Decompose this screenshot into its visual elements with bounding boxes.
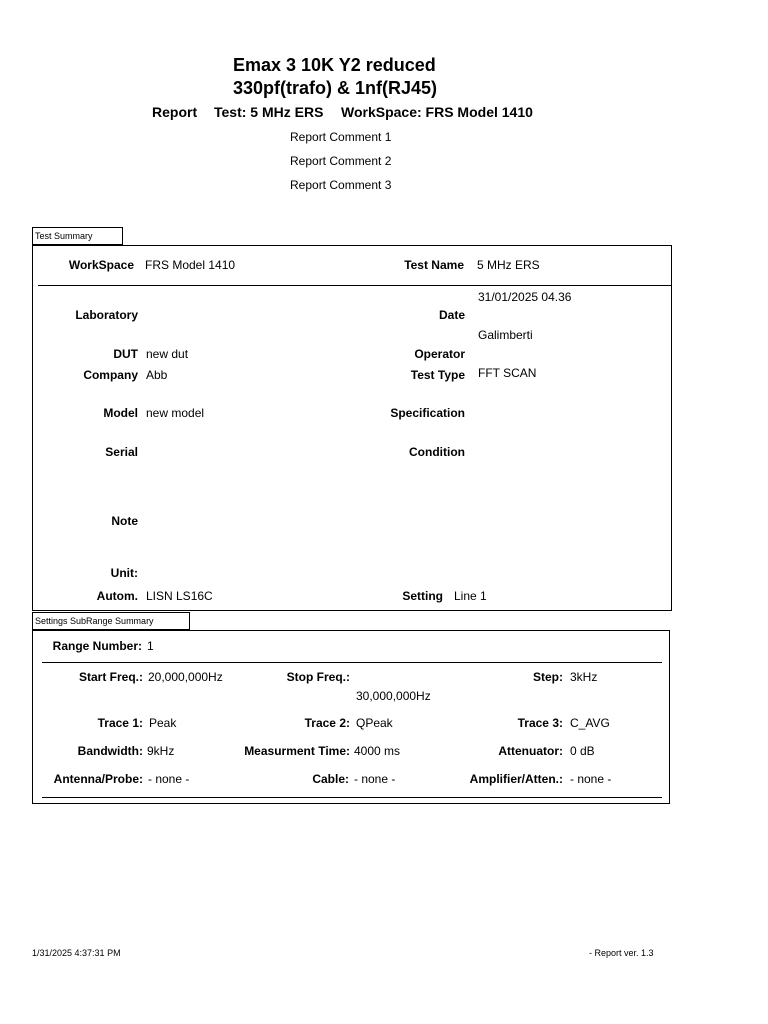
range-number-value: 1 <box>147 639 154 653</box>
antenna-value: - none - <box>148 772 190 786</box>
report-comment-2: Report Comment 2 <box>290 154 392 168</box>
operator-value: Galimberti <box>478 328 533 342</box>
date-value: 31/01/2025 04.36 <box>478 290 572 304</box>
stop-freq-value: 30,000,000Hz <box>356 689 431 703</box>
divider <box>42 662 662 663</box>
range-number-label: Range Number: <box>52 639 142 653</box>
meas-time-value: 4000 ms <box>354 744 401 758</box>
meas-time-label: Measurment Time: <box>244 744 350 758</box>
trace1-label: Trace 1: <box>97 716 143 730</box>
divider <box>38 285 672 286</box>
test-summary-tab: Test Summary <box>32 227 123 245</box>
test-summary-box <box>32 245 672 611</box>
start-freq-label: Start Freq.: <box>78 670 143 684</box>
date-label: Date <box>438 308 465 322</box>
trace2-label: Trace 2: <box>304 716 350 730</box>
setting-value: Line 1 <box>454 589 487 603</box>
unit-label: Unit: <box>110 566 138 580</box>
attenuator-value: 0 dB <box>570 744 595 758</box>
report-comment-3: Report Comment 3 <box>290 178 392 192</box>
dut-value: new dut <box>146 347 189 361</box>
company-label: Company <box>83 368 138 382</box>
specification-label: Specification <box>390 406 465 420</box>
amplifier-label: Amplifier/Atten.: <box>469 772 563 786</box>
test-name-label: Test Name <box>404 258 464 272</box>
trace1-value: Peak <box>149 716 177 730</box>
autom-label: Autom. <box>96 589 138 603</box>
report-comment-1: Report Comment 1 <box>290 130 392 144</box>
test-name-value: 5 MHz ERS <box>477 258 540 272</box>
report-label: Report <box>152 104 198 120</box>
test-type-value: FFT SCAN <box>478 366 537 380</box>
start-freq-value: 20,000,000Hz <box>148 670 223 684</box>
operator-label: Operator <box>414 347 465 361</box>
cable-label: Cable: <box>312 772 349 786</box>
test-label: Test: 5 MHz ERS <box>214 104 324 120</box>
condition-label: Condition <box>409 445 465 459</box>
step-label: Step: <box>533 670 563 684</box>
autom-value: LISN LS16C <box>146 589 213 603</box>
test-type-label: Test Type <box>410 368 465 382</box>
footer-timestamp: 1/31/2025 4:37:31 PM <box>32 948 121 958</box>
company-value: Abb <box>146 368 168 382</box>
laboratory-label: Laboratory <box>75 308 138 322</box>
footer-version: - Report ver. 1.3 <box>589 948 654 958</box>
workspace-field-value: FRS Model 1410 <box>145 258 236 272</box>
report-title-line1: Emax 3 10K Y2 reduced <box>233 55 436 75</box>
trace3-value: C_AVG <box>570 716 610 730</box>
model-value: new model <box>146 406 205 420</box>
report-title-line2: 330pf(trafo) & 1nf(RJ45) <box>233 78 438 98</box>
divider <box>42 797 662 798</box>
step-value: 3kHz <box>570 670 598 684</box>
subrange-summary-tab: Settings SubRange Summary <box>32 612 190 630</box>
bandwidth-value: 9kHz <box>147 744 175 758</box>
trace3-label: Trace 3: <box>517 716 563 730</box>
attenuator-label: Attenuator: <box>498 744 563 758</box>
dut-label: DUT <box>113 347 138 361</box>
amplifier-value: - none - <box>570 772 612 786</box>
stop-freq-label: Stop Freq.: <box>286 670 350 684</box>
serial-label: Serial <box>105 445 138 459</box>
note-label: Note <box>111 514 138 528</box>
workspace-label: WorkSpace: FRS Model 1410 <box>341 104 533 120</box>
setting-label: Setting <box>402 589 443 603</box>
model-label: Model <box>103 406 138 420</box>
workspace-field-label: WorkSpace <box>68 258 134 272</box>
antenna-label: Antenna/Probe: <box>53 772 143 786</box>
trace2-value: QPeak <box>356 716 393 730</box>
bandwidth-label: Bandwidth: <box>77 744 143 758</box>
cable-value: - none - <box>354 772 396 786</box>
